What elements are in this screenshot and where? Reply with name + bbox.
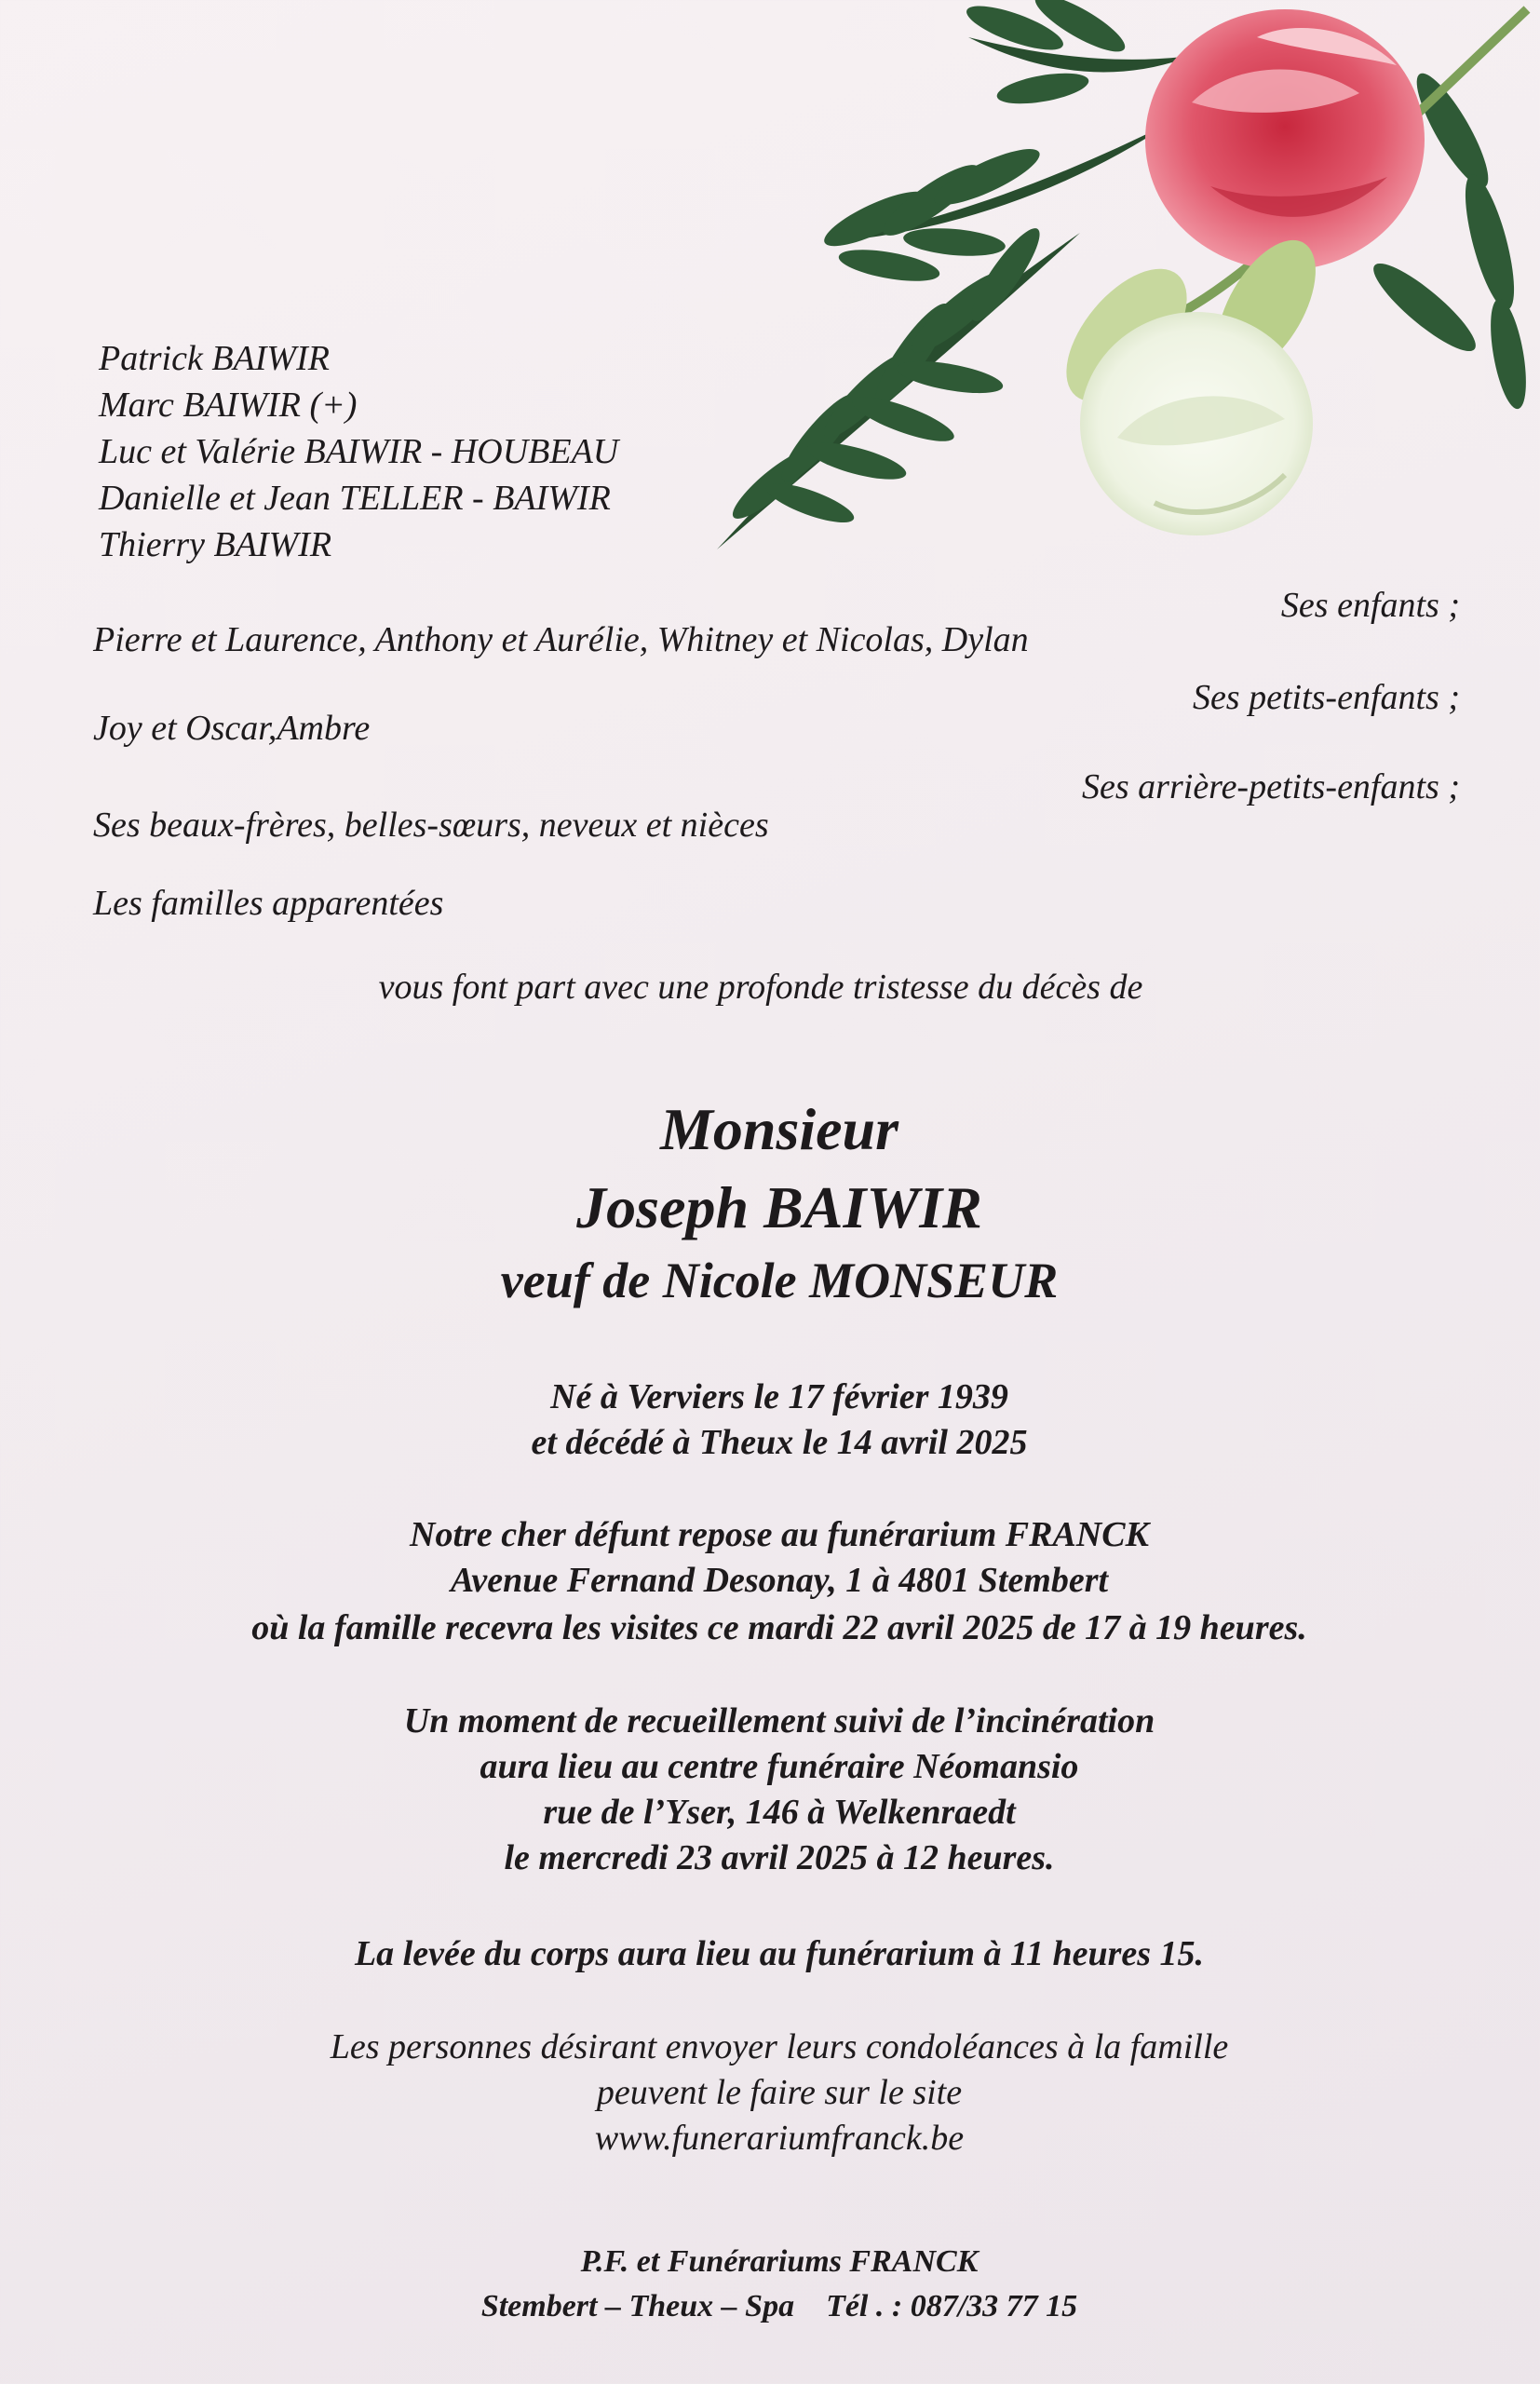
deceased-title: Monsieur (659, 1096, 899, 1162)
great-grandchildren-label: Ses arrière-petits-enfants ; (1082, 767, 1460, 806)
related-families-line: Les familles apparentées (93, 884, 444, 923)
grandchildren-label: Ses petits-enfants ; (1192, 678, 1460, 717)
ceremony-line: Un moment de recueillement suivi de l’incinération (403, 1701, 1155, 1741)
children-label: Ses enfants ; (1280, 586, 1460, 625)
family-name-line: Thierry BAIWIR (99, 525, 332, 564)
ceremony-line: le mercredi 23 avril 2025 à 12 heures. (504, 1838, 1055, 1877)
rest-line: Avenue Fernand Desonay, 1 à 4801 Stembert (450, 1561, 1109, 1600)
website-link: www.funerariumfranck.be (594, 2119, 965, 2158)
white-flower-icon (1080, 312, 1313, 535)
family-name-line: Danielle et Jean TELLER - BAIWIR (99, 479, 611, 518)
deceased-name: Joseph BAIWIR (576, 1174, 982, 1240)
ceremony-line: rue de l’Yser, 146 à Welkenraedt (543, 1793, 1016, 1832)
family-name-line: Luc et Valérie BAIWIR - HOUBEAU (99, 432, 619, 471)
birth-line: Né à Verviers le 17 février 1939 (550, 1377, 1008, 1416)
in-laws-line: Ses beaux-frères, belles-sœurs, neveux et nièces (93, 806, 769, 845)
levee-line: La levée du corps aura lieu au funérarium à 11 heures 15. (354, 1934, 1205, 1973)
family-names-list (99, 335, 618, 568)
funeral-home-contact: Stembert – Theux – Spa Tél . : 087/33 77 15 (480, 2289, 1078, 2323)
widower-line: veuf de Nicole MONSEUR (500, 1253, 1059, 1308)
condolences-line: Les personnes désirant envoyer leurs condoléances à la famille (330, 2027, 1229, 2066)
ceremony-line: aura lieu au centre funéraire Néomansio (480, 1747, 1079, 1786)
funeral-home-name: P.F. et Funérariums FRANCK (580, 2244, 979, 2279)
family-name-line: Marc BAIWIR (+) (99, 386, 358, 425)
great-grandchildren-names: Joy et Oscar,Ambre (93, 709, 371, 748)
flower-decoration (689, 0, 1540, 596)
rose-icon (1145, 9, 1425, 270)
announcement-line: vous font part avec une profonde tristesse du décès de (378, 968, 1143, 1007)
condolences-line: peuvent le faire sur le site (596, 2073, 963, 2112)
rest-line: où la famille recevra les visites ce mardi 22 avril 2025 de 17 à 19 heures. (251, 1608, 1307, 1647)
rest-line: Notre cher défunt repose au funérarium FRANCK (410, 1515, 1149, 1554)
death-line: et décédé à Theux le 14 avril 2025 (531, 1423, 1028, 1462)
family-name-line: Patrick BAIWIR (99, 339, 330, 378)
grandchildren-names: Pierre et Laurence, Anthony et Aurélie, Whitney et Nicolas, Dylan (93, 620, 1029, 659)
